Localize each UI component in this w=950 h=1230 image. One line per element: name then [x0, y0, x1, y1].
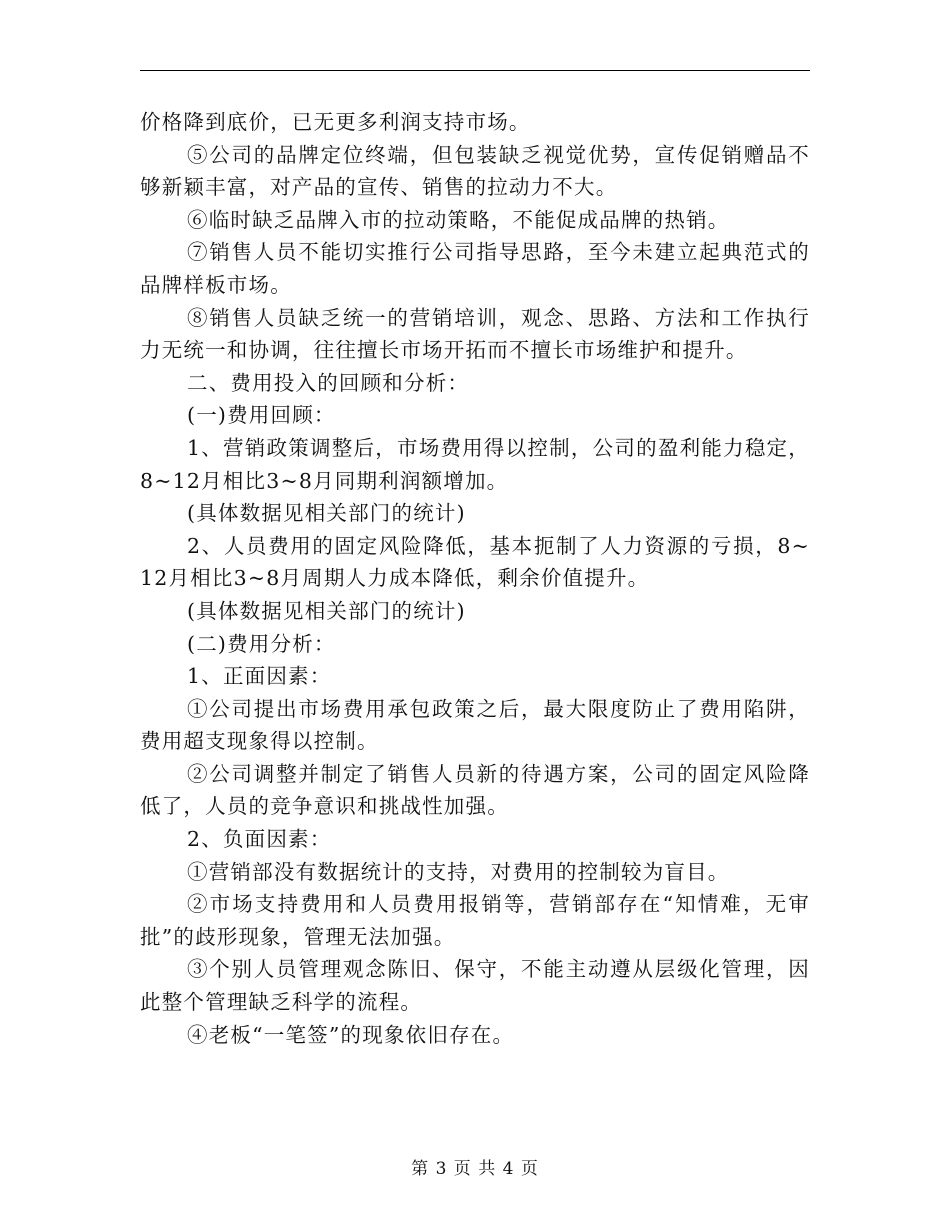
header-rule — [140, 70, 810, 71]
paragraph: ③个别人员管理观念陈旧、保守，不能主动遵从层级化管理，因此整个管理缺乏科学的流程。 — [140, 957, 810, 1015]
paragraph: ⑧销售人员缺乏统一的营销培训，观念、思路、方法和工作执行力无统一和协调，往往擅长市场开拓而不擅长市场维护和提升。 — [140, 305, 810, 363]
page-number: 第 3 页 共 4 页 — [411, 1159, 539, 1179]
list-heading: 1、正面因素： — [187, 664, 332, 689]
paragraph: ②市场支持费用和人员费用报销等，营销部存在“知情难，无审批”的歧形现象，管理无法加强。 — [140, 892, 810, 949]
paragraph: 1、营销政策调整后，市场费用得以控制，公司的盈利能力稳定，8~12月相比3~8月同期利润额增加。 — [140, 435, 810, 493]
note-paragraph: (具体数据见相关部门的统计) — [187, 501, 466, 526]
paragraph: 价格降到底价，已无更多利润支持市场。 — [140, 110, 531, 134]
section-heading: 二、费用投入的回顾和分析： — [187, 370, 470, 395]
paragraph: 2、人员费用的固定风险降低，基本扼制了人力资源的亏损，8~12月相比3~8月周期人力成本降低，剩余价值提升。 — [140, 533, 810, 591]
paragraph: ④老板“一笔签”的现象依旧存在。 — [187, 1022, 515, 1047]
subsection-heading: (一)费用回顾： — [187, 403, 336, 428]
paragraph: ①营销部没有数据统计的支持，对费用的控制较为盲目。 — [187, 859, 730, 884]
note-paragraph: (具体数据见相关部门的统计) — [187, 598, 466, 623]
paragraph: ⑦销售人员不能切实推行公司指导思路，至今未建立起典范式的品牌样板市场。 — [140, 240, 810, 297]
subsection-heading: (二)费用分析： — [187, 631, 336, 656]
paragraph: ②公司调整并制定了销售人员新的待遇方案，公司的固定风险降低了，人员的竞争意识和挑战性加强。 — [140, 761, 810, 819]
list-heading: 2、负面因素： — [187, 827, 332, 852]
paragraph: ①公司提出市场费用承包政策之后，最大限度防止了费用陷阱，费用超支现象得以控制。 — [140, 696, 810, 754]
document-body — [140, 106, 810, 1051]
paragraph: ⑤公司的品牌定位终端，但包装缺乏视觉优势，宣传促销赠品不够新颖丰富，对产品的宣传、销售的拉动力不大。 — [140, 142, 810, 200]
paragraph: ⑥临时缺乏品牌入市的拉动策略，不能促成品牌的热销。 — [187, 207, 730, 232]
